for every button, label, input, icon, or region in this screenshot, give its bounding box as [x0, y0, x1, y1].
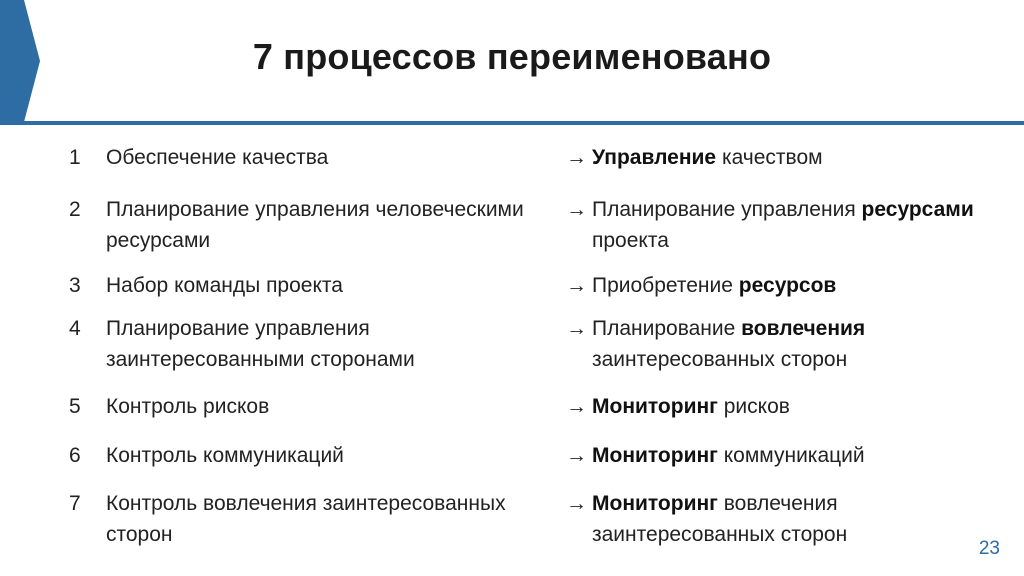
arrow-right-icon: → [566, 492, 587, 515]
process-number: 4 [69, 317, 81, 340]
old-process-name: Контроль вовлечения заинтересованных сторон [106, 492, 506, 546]
arrow-right-icon: → [566, 146, 587, 169]
changed-word: ресурсами [861, 198, 974, 221]
changed-word: Управление [592, 146, 717, 169]
title-divider [0, 121, 1024, 125]
unchanged-text: Планирование [592, 317, 742, 340]
old-process-name: Обеспечение качества [106, 146, 329, 169]
unchanged-text: вовлечения заинтересованных сторон [592, 492, 848, 546]
slide-title: 7 процессов переименовано [252, 36, 772, 77]
unchanged-text: Приобретение [592, 274, 739, 297]
process-number: 5 [69, 395, 81, 418]
old-process-name: Контроль рисков [106, 395, 270, 418]
old-process-name: Контроль коммуникаций [106, 444, 344, 467]
old-process-name: Планирование управления заинтересованными сторонами [106, 317, 415, 371]
process-number: 1 [69, 146, 81, 169]
new-process-name [592, 142, 1012, 173]
new-process-name [592, 440, 1012, 471]
new-process-name [592, 313, 1012, 375]
unchanged-text: проекта [592, 229, 669, 252]
unchanged-text: рисков [717, 395, 790, 418]
changed-word: Мониторинг [592, 395, 718, 418]
arrow-right-icon: → [566, 274, 587, 297]
process-number: 3 [69, 274, 81, 297]
old-process-name: Набор команды проекта [106, 274, 343, 297]
arrow-right-icon: → [566, 444, 587, 467]
unchanged-text: коммуникаций [717, 444, 865, 467]
process-number: 7 [69, 492, 81, 515]
old-process-name: Планирование управления человеческими ресурсами [106, 198, 524, 252]
arrow-right-icon: → [566, 395, 587, 418]
process-number: 2 [69, 198, 81, 221]
new-process-name [592, 270, 1012, 301]
unchanged-text: заинтересованных сторон [592, 348, 848, 371]
unchanged-text: качеством [716, 146, 823, 169]
changed-word: Мониторинг [592, 444, 718, 467]
process-number: 6 [69, 444, 81, 467]
page-number: 23 [978, 538, 1000, 559]
new-process-name [592, 194, 1012, 256]
arrow-right-icon: → [566, 317, 587, 340]
new-process-name [592, 488, 1012, 550]
arrow-right-icon: → [566, 198, 587, 221]
changed-word: вовлечения [741, 317, 866, 340]
new-process-name [592, 391, 1012, 422]
unchanged-text: Планирование управления [592, 198, 862, 221]
changed-word: Мониторинг [592, 492, 718, 515]
changed-word: ресурсов [738, 274, 837, 297]
